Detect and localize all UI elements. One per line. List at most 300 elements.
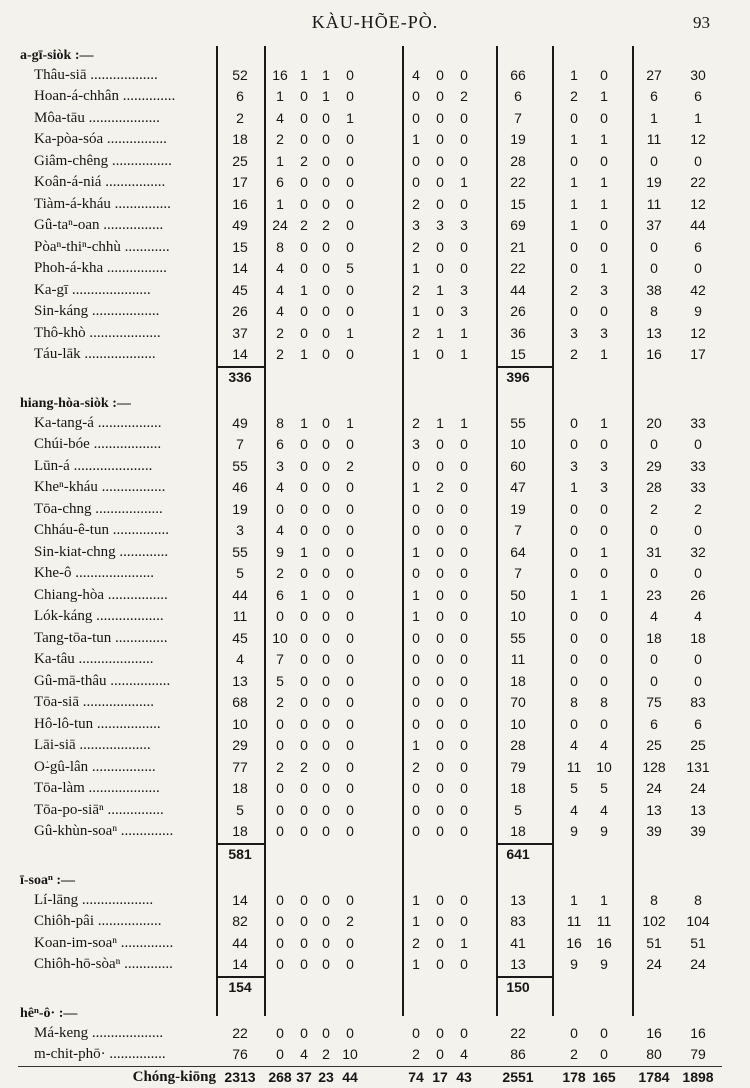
table-cell: 0 (436, 346, 444, 362)
table-cell: 2 (460, 88, 468, 104)
table-cell: 1 (600, 891, 608, 908)
total-row (18, 1066, 722, 1088)
table-cell: 6 (650, 88, 658, 104)
table-cell: 1 (412, 479, 420, 495)
table-cell: 1 (412, 891, 420, 908)
table-cell: 0 (346, 780, 354, 796)
table-cell: 1 (276, 152, 284, 169)
place-name: Chháu-ê-tun ............... (34, 522, 169, 538)
table-row (18, 713, 722, 735)
table-cell: 0 (276, 500, 284, 517)
table-cell: 0 (346, 174, 354, 190)
table-cell: 0 (346, 152, 354, 169)
table-cell: 1 (694, 109, 702, 126)
table-cell: 131 (686, 758, 710, 775)
table-cell: 69 (510, 217, 526, 233)
table-cell: 6 (276, 436, 284, 452)
table-cell: 0 (300, 303, 308, 319)
table-cell: 22 (510, 1024, 526, 1041)
place-name: Lí-lāng ................... (34, 891, 154, 908)
table-cell: 27 (646, 66, 662, 83)
place-name: Ka-tang-á ................. (34, 414, 162, 431)
table-cell: 29 (646, 457, 662, 474)
table-cell: 0 (460, 500, 468, 517)
table-cell: 0 (436, 629, 444, 646)
table-cell: 28 (646, 479, 662, 495)
table-cell: 0 (600, 500, 608, 517)
table-row (18, 562, 722, 584)
table-cell: 12 (690, 324, 706, 341)
table-cell: 0 (300, 324, 308, 341)
table-cell: 0 (600, 436, 608, 452)
table-cell: 0 (300, 780, 308, 796)
table-cell: 1 (300, 346, 308, 362)
table-cell: 3 (600, 457, 608, 474)
table-cell: 0 (322, 500, 330, 517)
table-cell: 1 (412, 913, 420, 929)
table-cell: 16 (646, 346, 662, 362)
table-cell: 0 (570, 238, 578, 255)
table-cell: 45 (232, 281, 248, 298)
table-cell: 38 (646, 281, 662, 298)
table-cell: 0 (322, 629, 330, 646)
table-cell: 5 (236, 801, 244, 818)
table-cell: 1 (276, 88, 284, 104)
table-cell: 30 (690, 66, 706, 83)
place-name: Chiang-hòa ................ (34, 586, 168, 603)
table-cell: 0 (694, 152, 702, 169)
table-cell: 10 (272, 629, 288, 646)
table-cell: 0 (436, 780, 444, 796)
table-cell: 0 (650, 672, 658, 689)
table-cell: 0 (412, 109, 420, 126)
table-cell: 3 (276, 457, 284, 474)
table-row (18, 236, 722, 258)
table-cell: 75 (646, 694, 662, 710)
table-cell: 0 (346, 737, 354, 753)
table-cell: 31 (646, 543, 662, 560)
table-cell: 39 (690, 823, 706, 839)
table-cell: 4 (412, 66, 420, 83)
table-cell: 11 (646, 195, 662, 212)
table-cell: 0 (346, 715, 354, 732)
table-cell: 0 (346, 694, 354, 710)
table-row (18, 670, 722, 692)
table-cell: 2 (322, 1046, 330, 1062)
place-name: O͘-gû-lân ................. (34, 758, 156, 775)
table-cell: 13 (510, 891, 526, 908)
table-cell: 11 (232, 608, 248, 624)
table-cell: 0 (322, 565, 330, 581)
table-cell: 0 (346, 934, 354, 951)
table-cell: 0 (460, 522, 468, 538)
table-cell: 0 (346, 436, 354, 452)
place-name: Sin-káng .................. (34, 303, 160, 319)
table-cell: 50 (510, 586, 526, 603)
table-cell: 0 (570, 1024, 578, 1041)
table-row (18, 257, 722, 279)
table-cell: 2 (300, 758, 308, 775)
table-cell: 0 (436, 823, 444, 839)
table-cell: 0 (322, 522, 330, 538)
table-cell: 2 (346, 913, 354, 929)
table-cell: 46 (232, 479, 248, 495)
table-cell: 26 (232, 303, 248, 319)
table-cell: 0 (460, 956, 468, 972)
table-cell: 150 (506, 978, 530, 995)
table-cell: 0 (346, 66, 354, 83)
table-cell: 4 (276, 303, 284, 319)
table-cell: 1 (600, 88, 608, 104)
table-cell: 0 (300, 195, 308, 212)
section-label: ī-soaⁿ :— (20, 873, 76, 888)
table-cell: 0 (276, 608, 284, 624)
table-cell: 0 (322, 956, 330, 972)
table-cell: 2 (412, 195, 420, 212)
table-cell: 37 (296, 1068, 312, 1085)
table-row (18, 734, 722, 756)
table-cell: 5 (570, 780, 578, 796)
table-cell: 23 (646, 586, 662, 603)
table-cell: 15 (510, 346, 526, 362)
table-cell: 0 (460, 694, 468, 710)
table-row (18, 107, 722, 129)
table-cell: 0 (346, 88, 354, 104)
table-cell: 2 (276, 324, 284, 341)
table-cell: 19 (646, 174, 662, 190)
table-cell: 0 (346, 522, 354, 538)
table-cell: 0 (322, 694, 330, 710)
table-cell: 0 (460, 109, 468, 126)
table-cell: 64 (510, 543, 526, 560)
table-cell: 0 (300, 934, 308, 951)
table-cell: 0 (412, 801, 420, 818)
table-cell: 2 (276, 346, 284, 362)
table-cell: 0 (322, 672, 330, 689)
table-cell: 45 (232, 629, 248, 646)
table-cell: 0 (460, 66, 468, 83)
table-cell: 20 (646, 414, 662, 431)
table-cell: 0 (650, 651, 658, 667)
table-cell: 2 (570, 1046, 578, 1062)
place-name: Giâm-chêng ................ (34, 152, 172, 169)
table-cell: 1 (600, 174, 608, 190)
table-cell: 66 (510, 66, 526, 83)
table-cell: 86 (510, 1046, 526, 1062)
table-cell: 1 (600, 586, 608, 603)
table-row (18, 648, 722, 670)
table-cell: 0 (300, 715, 308, 732)
table-cell: 0 (322, 823, 330, 839)
table-cell: 0 (436, 651, 444, 667)
place-name: Ka-gī ..................... (34, 281, 151, 298)
table-cell: 26 (690, 586, 706, 603)
table-cell: 15 (232, 238, 248, 255)
table-cell: 0 (300, 436, 308, 452)
table-cell: 0 (412, 672, 420, 689)
table-cell: 0 (600, 303, 608, 319)
table-cell: 0 (436, 457, 444, 474)
table-cell: 0 (436, 260, 444, 276)
table-cell: 0 (346, 1024, 354, 1041)
table-cell: 0 (600, 109, 608, 126)
table-cell: 11 (646, 131, 662, 147)
table-cell: 0 (570, 260, 578, 276)
place-name: Khe-ô ..................... (34, 565, 154, 581)
table-cell: 0 (276, 823, 284, 839)
table-cell: 3 (412, 436, 420, 452)
table-cell: 0 (460, 891, 468, 908)
table-cell: 4 (570, 737, 578, 753)
table-cell: 10 (510, 608, 526, 624)
table-cell: 0 (346, 608, 354, 624)
table-cell: 24 (690, 956, 706, 972)
table-cell: 0 (300, 672, 308, 689)
table-cell: 0 (436, 195, 444, 212)
table-cell: 0 (300, 522, 308, 538)
table-cell: 2 (412, 758, 420, 775)
table-cell: 0 (436, 303, 444, 319)
table-cell: 25 (232, 152, 248, 169)
table-cell: 1 (412, 131, 420, 147)
table-cell: 0 (322, 737, 330, 753)
table-cell: 2 (570, 346, 578, 362)
table-cell: 0 (276, 737, 284, 753)
table-cell: 10 (232, 715, 248, 732)
table-cell: 3 (570, 324, 578, 341)
table-cell: 22 (510, 260, 526, 276)
table-cell: 0 (346, 823, 354, 839)
table-cell: 0 (300, 88, 308, 104)
table-cell: 1 (300, 586, 308, 603)
table-cell: 33 (690, 414, 706, 431)
table-cell: 0 (322, 801, 330, 818)
table-cell: 24 (690, 780, 706, 796)
table-cell: 104 (686, 913, 710, 929)
table-row (18, 519, 722, 541)
table-row (18, 584, 722, 606)
table-cell: 0 (300, 260, 308, 276)
table-cell: 0 (460, 457, 468, 474)
table-cell: 77 (232, 758, 248, 775)
table-cell: 1 (600, 346, 608, 362)
table-cell: 1 (436, 414, 444, 431)
table-cell: 44 (232, 934, 248, 951)
table-cell: 0 (436, 109, 444, 126)
table-cell: 0 (460, 152, 468, 169)
table-cell: 165 (592, 1068, 616, 1085)
table-cell: 3 (600, 479, 608, 495)
table-cell: 0 (322, 281, 330, 298)
table-cell: 1 (412, 737, 420, 753)
table-cell: 0 (346, 131, 354, 147)
table-cell: 102 (642, 913, 666, 929)
table-cell: 1 (570, 131, 578, 147)
table-cell: 2 (322, 217, 330, 233)
table-cell: 47 (510, 479, 526, 495)
page-title: KÀU-HÕE-PÒ. (311, 12, 439, 32)
table-cell: 1 (570, 174, 578, 190)
table-cell: 2 (236, 109, 244, 126)
subtotal-row (18, 366, 722, 388)
table-cell: 25 (646, 737, 662, 753)
table-cell: 0 (300, 823, 308, 839)
table-cell: 1 (570, 217, 578, 233)
table-cell: 0 (412, 823, 420, 839)
table-cell: 0 (346, 303, 354, 319)
table-cell: 0 (436, 715, 444, 732)
table-cell: 3 (460, 217, 468, 233)
table-cell: 11 (566, 913, 582, 929)
table-cell: 0 (460, 479, 468, 495)
table-cell: 0 (412, 715, 420, 732)
table-cell: 37 (646, 217, 662, 233)
table-cell: 0 (436, 88, 444, 104)
table-cell: 0 (460, 629, 468, 646)
table-cell: 8 (570, 694, 578, 710)
table-cell: 15 (510, 195, 526, 212)
table-cell: 1 (600, 543, 608, 560)
table-cell: 83 (690, 694, 706, 710)
table-cell: 6 (514, 88, 522, 104)
place-name: Lūn-á ..................... (34, 457, 153, 474)
table-cell: 0 (322, 436, 330, 452)
table-cell: 0 (436, 913, 444, 929)
table-cell: 10 (510, 715, 526, 732)
table-cell: 44 (342, 1068, 358, 1085)
table-cell: 1 (460, 324, 468, 341)
table-cell: 0 (276, 891, 284, 908)
table-cell: 1 (322, 88, 330, 104)
place-name: Gû-taⁿ-oan ................ (34, 217, 164, 233)
table-cell: 21 (510, 238, 526, 255)
table-cell: 16 (646, 1024, 662, 1041)
place-name: Lók-káng .................. (34, 608, 164, 624)
table-cell: 0 (322, 414, 330, 431)
table-cell: 0 (300, 956, 308, 972)
table-cell: 8 (694, 891, 702, 908)
table-cell: 0 (650, 522, 658, 538)
table-cell: 336 (228, 368, 252, 385)
table-row (18, 412, 722, 434)
table-cell: 5 (236, 565, 244, 581)
table-cell: 0 (276, 956, 284, 972)
table-cell: 0 (300, 891, 308, 908)
table-cell: 55 (232, 543, 248, 560)
table-cell: 0 (436, 1046, 444, 1062)
table-cell: 4 (276, 260, 284, 276)
table-cell: 0 (346, 629, 354, 646)
table-cell: 0 (322, 303, 330, 319)
table-cell: 5 (600, 780, 608, 796)
table-row (18, 128, 722, 150)
table-cell: 0 (300, 457, 308, 474)
table-cell: 0 (460, 780, 468, 796)
total-label: Chóng-kiōng (132, 1068, 216, 1085)
table-cell: 0 (412, 565, 420, 581)
table-cell: 4 (650, 608, 658, 624)
table-cell: 0 (276, 913, 284, 929)
table-cell: 0 (436, 934, 444, 951)
table-cell: 0 (650, 152, 658, 169)
table-cell: 3 (460, 281, 468, 298)
table-cell: 2 (276, 758, 284, 775)
table-cell: 0 (346, 238, 354, 255)
table-cell: 16 (596, 934, 612, 951)
table-cell: 52 (232, 66, 248, 83)
table-cell: 0 (460, 543, 468, 560)
table-cell: 6 (276, 174, 284, 190)
table-cell: 0 (600, 565, 608, 581)
table-cell: 2 (412, 934, 420, 951)
table-cell: 0 (460, 1024, 468, 1041)
table-cell: 0 (436, 565, 444, 581)
table-cell: 1898 (682, 1068, 714, 1085)
table-cell: 3 (460, 303, 468, 319)
table-cell: 0 (412, 780, 420, 796)
table-cell: 0 (460, 715, 468, 732)
table-cell: 0 (436, 608, 444, 624)
table-cell: 18 (510, 780, 526, 796)
table-cell: 5 (276, 672, 284, 689)
table-cell: 0 (300, 1024, 308, 1041)
table-cell: 11 (510, 651, 526, 667)
table-row (18, 627, 722, 649)
table-cell: 28 (510, 737, 526, 753)
table-cell: 1 (412, 586, 420, 603)
table-cell: 0 (570, 672, 578, 689)
table-row (18, 541, 722, 563)
page-header (0, 6, 750, 36)
table-cell: 42 (690, 281, 706, 298)
table-cell: 12 (690, 195, 706, 212)
subtotal-row (18, 976, 722, 998)
table-cell: 0 (694, 522, 702, 538)
table-cell: 24 (646, 956, 662, 972)
table-cell: 3 (570, 457, 578, 474)
table-row (18, 799, 722, 821)
table-cell: 83 (510, 913, 526, 929)
table-cell: 0 (412, 1024, 420, 1041)
table-cell: 154 (228, 978, 252, 995)
table-row (18, 777, 722, 799)
table-cell: 0 (460, 913, 468, 929)
table-row (18, 455, 722, 477)
table-cell: 0 (570, 414, 578, 431)
table-cell: 28 (510, 152, 526, 169)
table-cell: 9 (600, 823, 608, 839)
table-row (18, 214, 722, 236)
table-cell: 1 (346, 109, 354, 126)
table-cell: 17 (232, 174, 248, 190)
table-cell: 1 (460, 346, 468, 362)
table-cell: 0 (276, 801, 284, 818)
place-name: Tang-tōa-tun .............. (34, 629, 168, 646)
place-name: Koan-im-soaⁿ .............. (34, 934, 174, 951)
table-cell: 7 (276, 651, 284, 667)
table-cell: 0 (346, 217, 354, 233)
table-cell: 0 (322, 195, 330, 212)
table-cell: 1 (460, 174, 468, 190)
table-cell: 6 (694, 88, 702, 104)
table-cell: 2 (346, 457, 354, 474)
place-name: Hô-lô-tun ................. (34, 715, 161, 732)
table-cell: 581 (228, 845, 252, 862)
table-cell: 0 (322, 260, 330, 276)
table-cell: 14 (232, 956, 248, 972)
place-name: Chúi-bóe .................. (34, 436, 162, 452)
table-row (18, 910, 722, 932)
